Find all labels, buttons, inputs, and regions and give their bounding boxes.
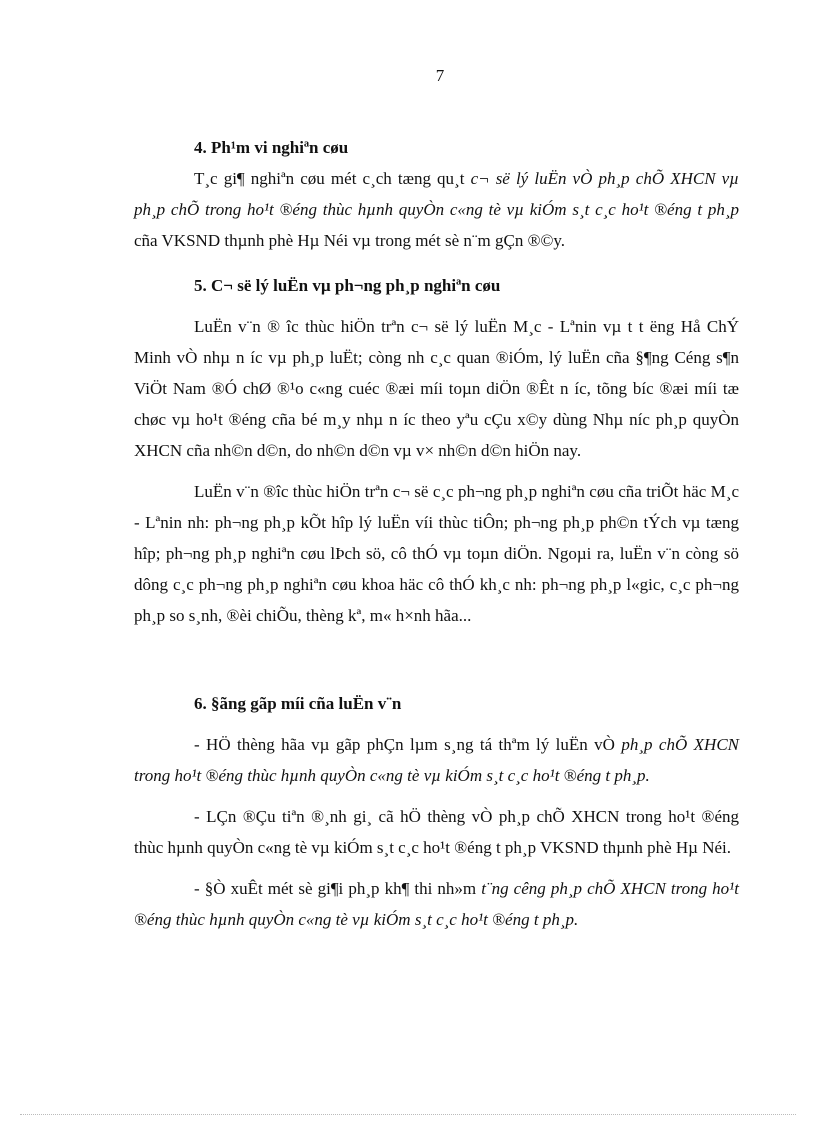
section-6-heading: 6. §ãng gãp míi cña luËn v¨n bbox=[194, 694, 402, 713]
section-6 bbox=[134, 688, 739, 935]
contribution-item-3: - §Ò xuÊt mét sè gi¶i ph¸p kh¶ thi nh»m t¨ng cêng ph¸p chÕ XHCN trong ho¹t ®éng thùc hµnh quyÒn c«ng tè vµ kiÓm s¸t c¸c ho¹t ®éng t ph¸p. bbox=[134, 879, 739, 929]
page-number: 7 bbox=[435, 66, 445, 85]
section-5-paragraph-1: LuËn v¨n ® îc thùc hiÖn trªn c¬ së lý luËn M¸c - Lªnin vµ t t ëng Hå ChÝ Minh vÒ nhµ n íc vµ ph¸p luËt; còng nh c¸c quan ®iÓm, lý luËn cña §¶ng Céng s¶n ViÖt Nam ®Ó chØ ®¹o c«ng cuéc ®æi míi toµn diÖn ®Êt n íc, tõng bíc ®æi míi tæ chøc vµ ho¹t ®éng cña bé m¸y nhµ n íc theo yªu cÇu x©y dùng Nhµ níc ph¸p quyÒn XHCN cña nh©n d©n, do nh©n d©n vµ v× nh©n d©n hiÖn nay. bbox=[134, 317, 739, 460]
contribution-item-2: - LÇn ®Çu tiªn ®¸nh gi¸ cã hÖ thèng vÒ ph¸p chÕ XHCN trong ho¹t ®éng thùc hµnh quyÒn c«ng tè vµ kiÓm s¸t c¸c ho¹t ®éng t ph¸p VKSND thµnh phè Hµ Néi. bbox=[134, 807, 739, 857]
section-5-paragraph-2: LuËn v¨n ®îc thùc hiÖn trªn c¬ së c¸c ph¬ng ph¸p nghiªn cøu cña triÕt häc M¸c - Lªnin nh: ph¬ng ph¸p kÕt hîp lý luËn víi thùc tiÔn; ph¬ng ph¸p ph©n tÝch vµ tæng hîp; ph¬ng ph¸p nghiªn cøu lÞch sö, cô thÓ vµ toµn diÖn. Ngoµi ra, luËn v¨n còng sö dông c¸c ph¬ng ph¸p nghiªn cøu khoa häc cô thÓ kh¸c nh: ph¬ng ph¸p l«gic, c¸c ph¬ng ph¸p so s¸nh, ®èi chiÕu, thèng kª, m« h×nh hãa... bbox=[134, 482, 739, 625]
section-5 bbox=[134, 270, 739, 631]
contribution-item-1: - HÖ thèng hãa vµ gãp phÇn lµm s¸ng tá thªm lý luËn vÒ ph¸p chÕ XHCN trong ho¹t ®éng thùc hµnh quyÒn c«ng tè vµ kiÓm s¸t c¸c ho¹t ®éng t ph¸p. bbox=[134, 735, 739, 785]
section-4-paragraph: T¸c gi¶ nghiªn cøu mét c¸ch tæng qu¸t c¬ së lý luËn vÒ ph¸p chÕ XHCN vµ ph¸p chÕ trong ho¹t ®éng thùc hµnh quyÒn c«ng tè vµ kiÓm s¸t c¸c ho¹t ®éng t ph¸p cña VKSND thµnh phè Hµ Néi vµ trong mét sè n¨m gÇn ®©y. bbox=[134, 169, 739, 250]
section-5-heading: 5. C¬ së lý luËn vµ ph¬ng ph¸p nghiªn cøu bbox=[194, 276, 501, 295]
page-bottom-divider bbox=[20, 1114, 796, 1115]
section-4 bbox=[134, 132, 739, 256]
section-4-heading: 4. Ph¹m vi nghiªn cøu bbox=[194, 138, 349, 157]
